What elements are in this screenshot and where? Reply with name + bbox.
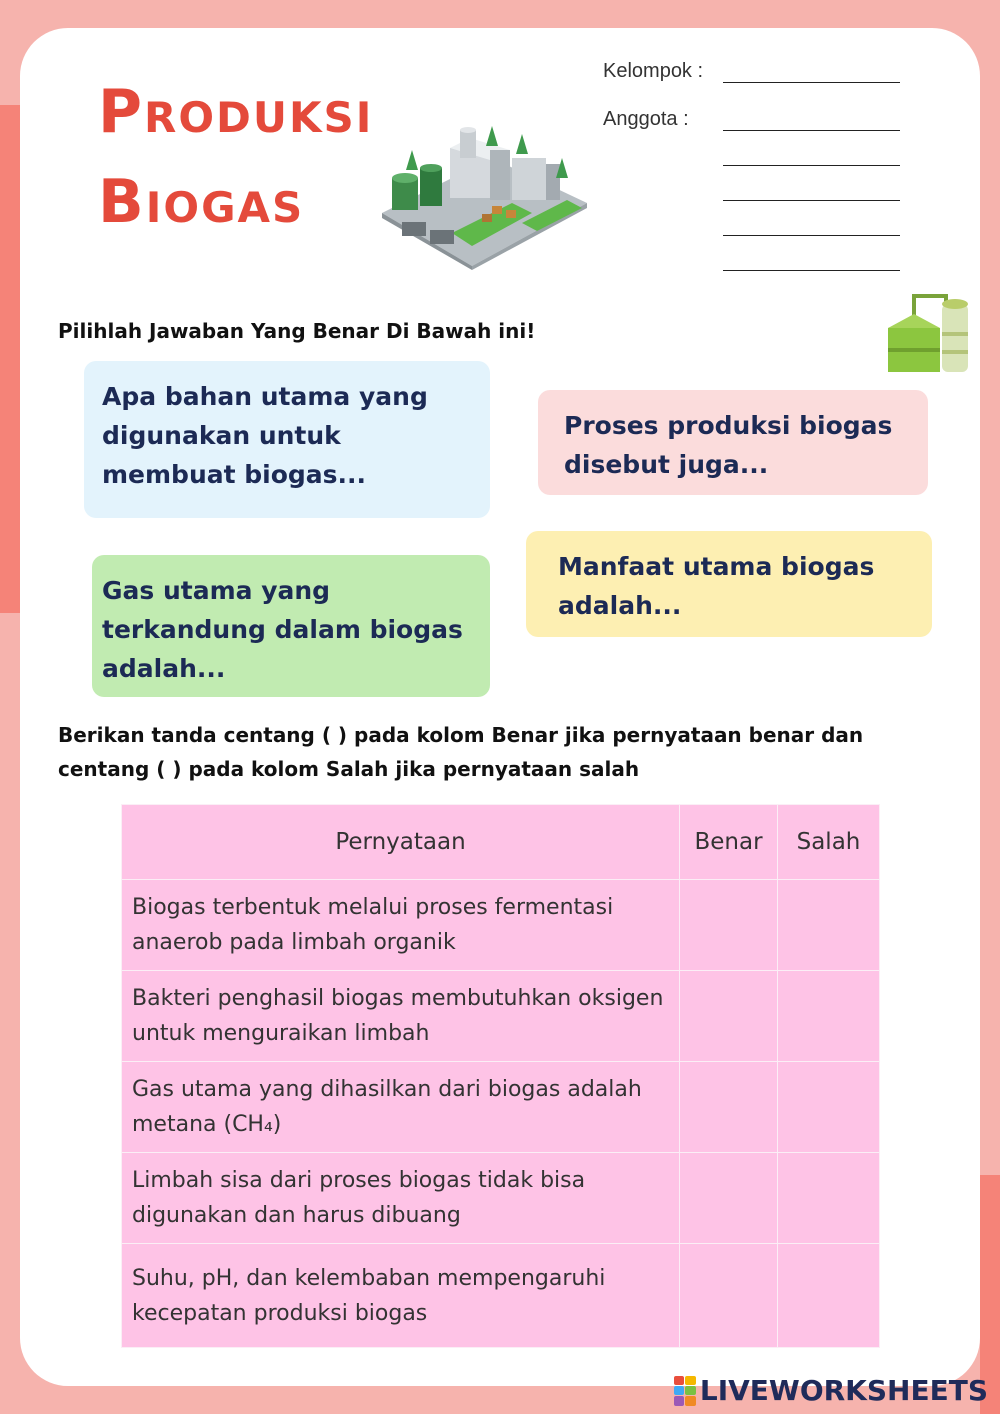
member-answer-line[interactable] xyxy=(723,130,900,131)
false-checkbox-cell[interactable] xyxy=(778,1062,880,1153)
title-line-1: Produksi xyxy=(98,77,374,147)
header-true: Benar xyxy=(680,805,778,880)
header-false: Salah xyxy=(778,805,880,880)
false-checkbox-cell[interactable] xyxy=(778,880,880,971)
header-statement: Pernyataan xyxy=(122,805,680,880)
liveworksheets-brand xyxy=(674,1374,988,1407)
group-label: Kelompok : xyxy=(603,60,704,82)
table-row xyxy=(122,1062,880,1153)
table-row xyxy=(122,1244,880,1348)
members-label: Anggota : xyxy=(603,108,689,130)
true-false-table xyxy=(121,804,880,1348)
statement-cell: Limbah sisa dari proses biogas tidak bisa digunakan dan harus dibuang xyxy=(122,1153,680,1244)
false-checkbox-cell[interactable] xyxy=(778,1153,880,1244)
true-checkbox-cell[interactable] xyxy=(680,971,778,1062)
question-card-4[interactable]: Manfaat utama biogas adalah... xyxy=(526,531,932,637)
true-checkbox-cell[interactable] xyxy=(680,1153,778,1244)
member-answer-line[interactable] xyxy=(723,235,900,236)
instruction-true-false: Berikan tanda centang ( ) pada kolom Benar jika pernyataan benar dan centang ( ) pada kolom Salah jika pernyataan salah xyxy=(58,723,864,781)
member-answer-line[interactable] xyxy=(723,270,900,271)
question-card-2[interactable]: Proses produksi biogas disebut juga... xyxy=(538,390,928,495)
biogas-tank-icon xyxy=(884,288,974,374)
true-checkbox-cell[interactable] xyxy=(680,1244,778,1348)
group-answer-line[interactable] xyxy=(723,82,900,83)
statement-cell: Bakteri penghasil biogas membutuhkan oksigen untuk menguraikan limbah xyxy=(122,971,680,1062)
member-answer-line[interactable] xyxy=(723,200,900,201)
biogas-factory-icon xyxy=(372,118,592,270)
table-row xyxy=(122,971,880,1062)
true-checkbox-cell[interactable] xyxy=(680,880,778,971)
statement-cell: Suhu, pH, dan kelembaban mempengaruhi kecepatan produksi biogas xyxy=(122,1244,680,1348)
question-card-3[interactable]: Gas utama yang terkandung dalam biogas adalah... xyxy=(92,555,490,697)
liveworksheets-logo-icon xyxy=(674,1376,696,1406)
statement-cell: Biogas terbentuk melalui proses fermentasi anaerob pada limbah organik xyxy=(122,880,680,971)
left-accent-band xyxy=(0,105,20,613)
table-row xyxy=(122,1153,880,1244)
title-line-2: Biogas xyxy=(98,167,305,237)
table-header-row xyxy=(122,805,880,880)
true-checkbox-cell[interactable] xyxy=(680,1062,778,1153)
instruction-multiple-choice: Pilihlah Jawaban Yang Benar Di Bawah ini! xyxy=(58,319,536,343)
table-row xyxy=(122,880,880,971)
false-checkbox-cell[interactable] xyxy=(778,1244,880,1348)
brand-text: LIVEWORKSHEETS xyxy=(699,1374,988,1407)
false-checkbox-cell[interactable] xyxy=(778,971,880,1062)
member-answer-line[interactable] xyxy=(723,165,900,166)
statement-cell: Gas utama yang dihasilkan dari biogas adalah metana (CH₄) xyxy=(122,1062,680,1153)
question-card-1[interactable]: Apa bahan utama yang digunakan untuk membuat biogas... xyxy=(84,361,490,518)
